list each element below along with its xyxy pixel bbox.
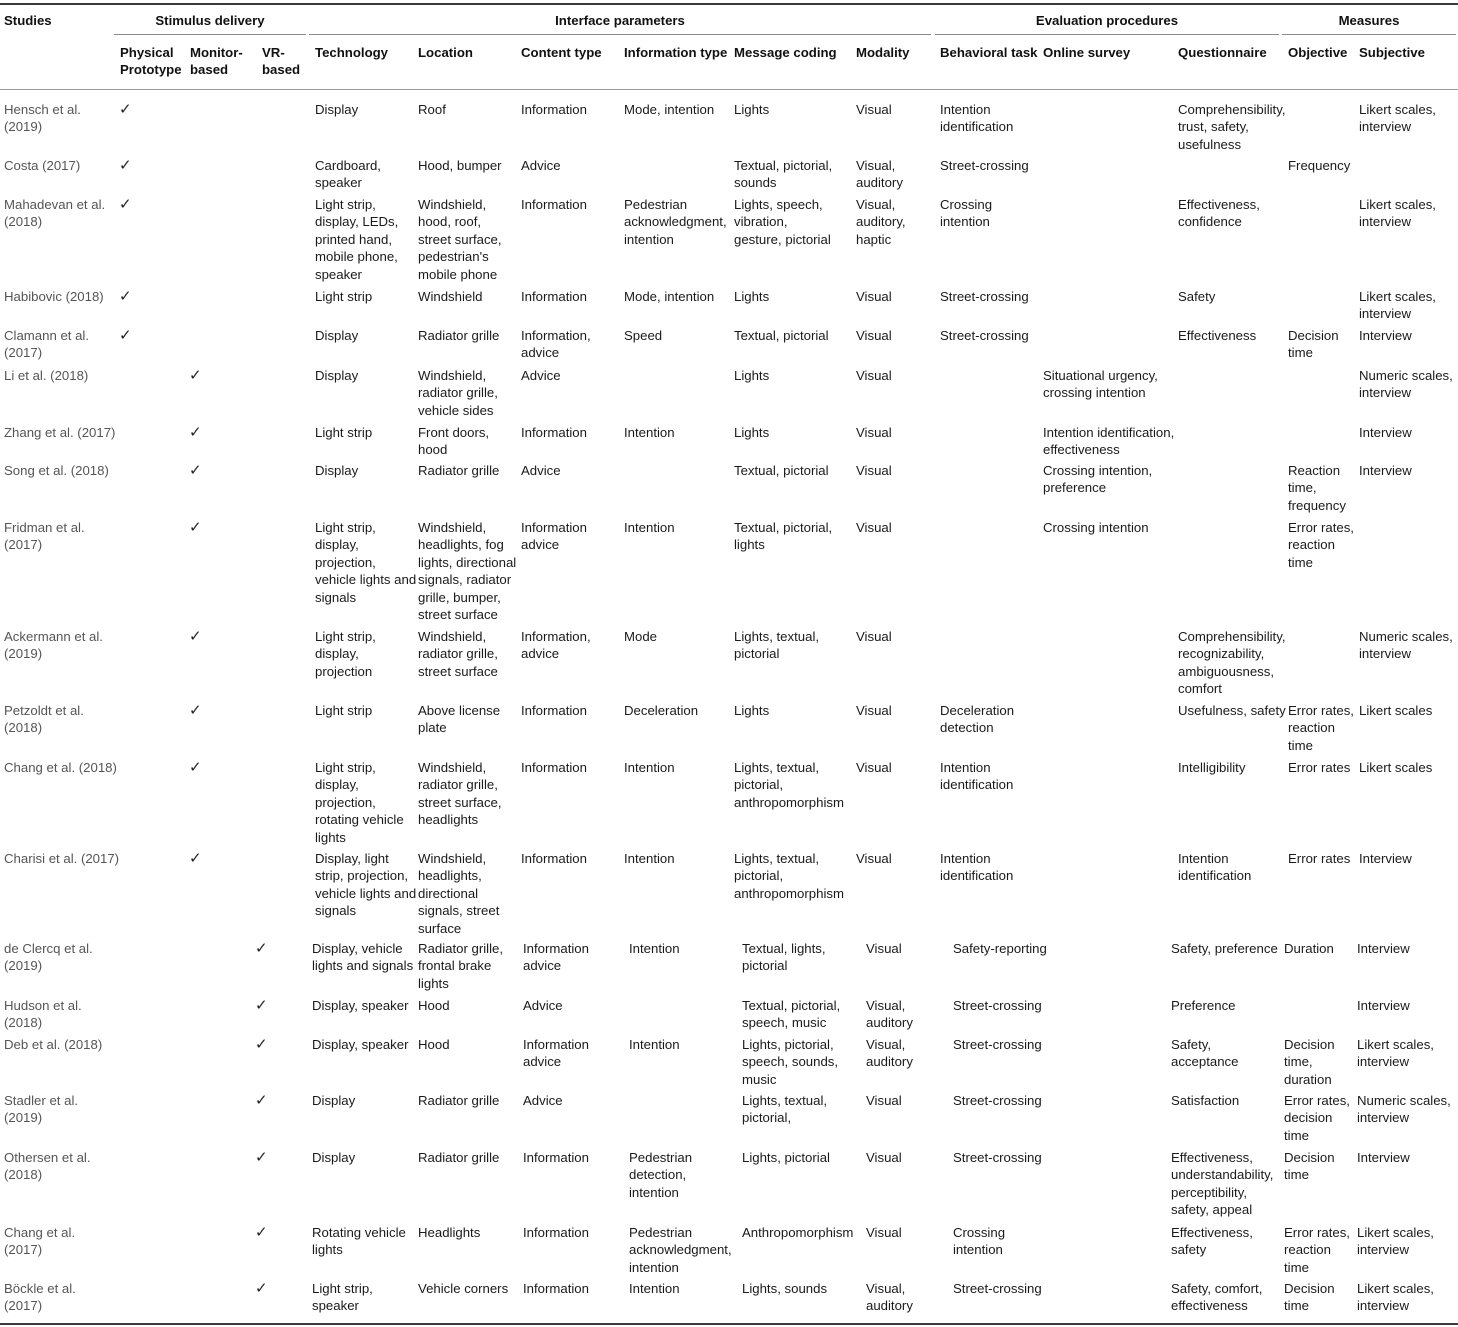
- cell-info-type: Intention: [624, 760, 675, 775]
- cell-technology: Light strip, display, projection: [315, 629, 376, 679]
- cell-subjective: Numeric scales, interview: [1359, 629, 1453, 662]
- cell-technology: Display: [312, 1093, 356, 1108]
- cell-technology: Cardboard, speaker: [315, 158, 381, 191]
- cell-content: Information: [521, 703, 587, 718]
- cell-behavioral: Street-crossing: [953, 1150, 1042, 1165]
- evaluation-group-line: [935, 34, 1279, 35]
- cell-location: Radiator grille: [418, 1093, 500, 1108]
- cell-behavioral: Intention identification: [940, 102, 1014, 135]
- cell-questionnaire: Preference: [1171, 998, 1236, 1013]
- study-name: Habibovic (2018): [4, 289, 104, 304]
- cell-questionnaire: Effectiveness, understandability, perceptibility, safety, appeal: [1171, 1150, 1274, 1218]
- check-mark: ✓: [189, 424, 202, 441]
- cell-content: Information: [521, 289, 587, 304]
- cell-subjective: Interview: [1357, 941, 1410, 956]
- check-mark: ✓: [189, 519, 202, 536]
- cell-subjective: Interview: [1359, 463, 1412, 478]
- cell-info-type: Intention: [624, 520, 675, 535]
- cell-location: Windshield: [418, 289, 483, 304]
- cell-objective: Error rates, reaction time: [1288, 703, 1354, 753]
- cell-technology: Light strip, display, LEDs, printed hand, mobile phone, speaker: [315, 197, 399, 282]
- check-mark: ✓: [255, 940, 268, 957]
- cell-technology: Display, speaker: [312, 1037, 409, 1052]
- measures-group-line: [1282, 34, 1456, 35]
- cell-survey: Crossing intention: [1043, 520, 1149, 535]
- cell-objective: Error rates: [1288, 760, 1351, 775]
- check-mark: ✓: [255, 1036, 268, 1053]
- cell-info-type: Intention: [629, 941, 680, 956]
- cell-objective: Decision time: [1284, 1281, 1335, 1314]
- cell-content: Information: [523, 1225, 589, 1240]
- cell-coding: Lights, textual, pictorial: [734, 629, 820, 662]
- cell-modality: Visual: [866, 941, 902, 956]
- column-header: Monitor- based: [190, 45, 243, 78]
- study-name: Mahadevan et al. (2018): [4, 197, 106, 230]
- cell-content: Information advice: [523, 1037, 589, 1070]
- cell-subjective: Interview: [1357, 998, 1410, 1013]
- cell-questionnaire: Safety: [1178, 289, 1216, 304]
- measures-group-header: Measures: [1338, 13, 1400, 28]
- cell-info-type: Mode: [624, 629, 657, 644]
- cell-content: Advice: [521, 158, 561, 173]
- cell-info-type: Speed: [624, 328, 663, 343]
- cell-info-type: Intention: [629, 1037, 680, 1052]
- cell-modality: Visual: [856, 102, 892, 117]
- cell-subjective: Likert scales, interview: [1359, 102, 1436, 135]
- column-header: Questionnaire: [1178, 45, 1267, 60]
- cell-objective: Decision time, duration: [1284, 1037, 1335, 1087]
- cell-location: Radiator grille: [418, 328, 500, 343]
- cell-location: Radiator grille: [418, 463, 500, 478]
- studies-header: Studies: [4, 13, 52, 28]
- cell-technology: Display, light strip, projection, vehicle lights and signals: [315, 851, 417, 919]
- cell-coding: Lights, textual, pictorial,: [742, 1093, 828, 1126]
- cell-questionnaire: Effectiveness, confidence: [1178, 197, 1260, 230]
- interface-group-line: [309, 34, 931, 35]
- cell-info-type: Intention: [624, 425, 675, 440]
- study-name: Deb et al. (2018): [4, 1037, 103, 1052]
- cell-objective: Error rates, reaction time: [1288, 520, 1354, 570]
- cell-coding: Lights: [734, 102, 770, 117]
- cell-subjective: Likert scales, interview: [1357, 1037, 1434, 1070]
- cell-behavioral: Crossing intention: [953, 1225, 1006, 1258]
- cell-coding: Lights, textual, pictorial, anthropomorphism: [734, 851, 844, 901]
- cell-subjective: Likert scales: [1359, 703, 1433, 718]
- cell-behavioral: Intention identification: [940, 760, 1014, 793]
- cell-behavioral: Street-crossing: [953, 1037, 1042, 1052]
- cell-behavioral: Street-crossing: [940, 328, 1029, 343]
- cell-questionnaire: Safety, comfort, effectiveness: [1171, 1281, 1263, 1314]
- cell-coding: Lights, sounds: [742, 1281, 828, 1296]
- cell-technology: Display: [315, 328, 359, 343]
- cell-location: Windshield, hood, roof, street surface, pedestrian's mobile phone: [418, 197, 502, 282]
- cell-content: Information: [523, 1150, 589, 1165]
- cell-location: Headlights: [418, 1225, 481, 1240]
- check-mark: ✓: [189, 462, 202, 479]
- cell-modality: Visual: [856, 368, 892, 383]
- interface-group-header: Interface parameters: [555, 13, 685, 28]
- cell-modality: Visual, auditory: [856, 158, 903, 191]
- cell-content: Information: [523, 1281, 589, 1296]
- cell-content: Advice: [523, 1093, 563, 1108]
- check-mark: ✓: [189, 850, 202, 867]
- cell-survey: Crossing intention, preference: [1043, 463, 1153, 496]
- stimulus-group-header: Stimulus delivery: [155, 13, 265, 28]
- check-mark: ✓: [189, 702, 202, 719]
- cell-modality: Visual: [856, 520, 892, 535]
- cell-modality: Visual: [856, 463, 892, 478]
- bottom-rule: [0, 1323, 1458, 1325]
- study-name: Clamann et al. (2017): [4, 328, 90, 361]
- cell-behavioral: Street-crossing: [953, 1093, 1042, 1108]
- cell-behavioral: Crossing intention: [940, 197, 993, 230]
- cell-questionnaire: Satisfaction: [1171, 1093, 1240, 1108]
- column-header: Physical Prototype: [120, 45, 182, 78]
- check-mark: ✓: [189, 367, 202, 384]
- cell-behavioral: Street-crossing: [940, 289, 1029, 304]
- cell-coding: Textual, pictorial, lights: [734, 520, 833, 553]
- study-name: Ackermann et al. (2019): [4, 629, 103, 662]
- cell-coding: Anthropomorphism: [742, 1225, 854, 1240]
- study-name: Chang et al. (2018): [4, 760, 117, 775]
- cell-location: Windshield, radiator grille, street surface: [418, 629, 498, 679]
- check-mark: ✓: [119, 196, 132, 213]
- cell-coding: Textual, pictorial, speech, music: [742, 998, 841, 1031]
- cell-location: Hood: [418, 998, 450, 1013]
- cell-survey: Situational urgency, crossing intention: [1043, 368, 1158, 401]
- cell-technology: Light strip, display, projection, rotating vehicle lights: [315, 760, 404, 845]
- column-header: Information type: [624, 45, 728, 60]
- cell-content: Information: [521, 197, 587, 212]
- cell-questionnaire: Effectiveness: [1178, 328, 1257, 343]
- cell-coding: Textual, pictorial, sounds: [734, 158, 833, 191]
- cell-subjective: Likert scales: [1359, 760, 1433, 775]
- study-name: Petzoldt et al. (2018): [4, 703, 84, 736]
- cell-content: Information: [521, 102, 587, 117]
- cell-modality: Visual: [866, 1093, 902, 1108]
- cell-behavioral: Street-crossing: [940, 158, 1029, 173]
- cell-content: Information: [521, 760, 587, 775]
- cell-location: Roof: [418, 102, 446, 117]
- cell-modality: Visual: [856, 289, 892, 304]
- column-header: Behavioral task: [940, 45, 1038, 60]
- cell-technology: Light strip: [315, 289, 373, 304]
- study-name: Zhang et al. (2017): [4, 425, 116, 440]
- cell-content: Advice: [523, 998, 563, 1013]
- cell-modality: Visual: [856, 760, 892, 775]
- cell-location: Radiator grille, frontal brake lights: [418, 941, 504, 991]
- cell-objective: Decision time: [1284, 1150, 1335, 1183]
- cell-location: Radiator grille: [418, 1150, 500, 1165]
- cell-info-type: Intention: [624, 851, 675, 866]
- cell-objective: Duration: [1284, 941, 1334, 956]
- check-mark: ✓: [189, 759, 202, 776]
- cell-technology: Display: [315, 368, 359, 383]
- check-mark: ✓: [119, 157, 132, 174]
- cell-location: Hood: [418, 1037, 450, 1052]
- cell-coding: Lights: [734, 368, 770, 383]
- cell-subjective: Likert scales, interview: [1359, 289, 1436, 322]
- cell-subjective: Likert scales, interview: [1357, 1281, 1434, 1314]
- cell-coding: Lights: [734, 289, 770, 304]
- cell-content: Information: [521, 851, 587, 866]
- study-name: de Clercq et al. (2019): [4, 941, 93, 974]
- cell-location: Vehicle corners: [418, 1281, 509, 1296]
- check-mark: ✓: [255, 1224, 268, 1241]
- cell-questionnaire: Safety, acceptance: [1171, 1037, 1239, 1070]
- cell-location: Windshield, headlights, fog lights, directional signals, radiator grille, bumper, street surface: [418, 520, 517, 623]
- cell-modality: Visual, auditory: [866, 998, 913, 1031]
- check-mark: ✓: [119, 101, 132, 118]
- cell-questionnaire: Intention identification: [1178, 851, 1252, 884]
- column-header: VR- based: [262, 45, 301, 78]
- check-mark: ✓: [119, 288, 132, 305]
- cell-modality: Visual: [856, 425, 892, 440]
- study-name: Böckle et al. (2017): [4, 1281, 76, 1314]
- cell-questionnaire: Intelligibility: [1178, 760, 1246, 775]
- cell-location: Hood, bumper: [418, 158, 502, 173]
- cell-technology: Display: [315, 463, 359, 478]
- check-mark: ✓: [255, 997, 268, 1014]
- study-name: Charisi et al. (2017): [4, 851, 120, 866]
- cell-questionnaire: Effectiveness, safety: [1171, 1225, 1253, 1258]
- evaluation-group-header: Evaluation procedures: [1035, 13, 1179, 28]
- cell-questionnaire: Usefulness, safety: [1178, 703, 1286, 718]
- top-rule: [0, 3, 1458, 5]
- study-name: Song et al. (2018): [4, 463, 109, 478]
- cell-subjective: Interview: [1359, 328, 1412, 343]
- cell-info-type: Intention: [629, 1281, 680, 1296]
- cell-technology: Display: [315, 102, 359, 117]
- cell-modality: Visual, auditory, haptic: [856, 197, 906, 247]
- cell-technology: Light strip, display, projection, vehicle lights and signals: [315, 520, 417, 605]
- cell-coding: Lights: [734, 425, 770, 440]
- cell-modality: Visual: [856, 851, 892, 866]
- cell-info-type: Mode, intention: [624, 289, 715, 304]
- column-header: Modality: [856, 45, 910, 60]
- cell-content: Information: [521, 425, 587, 440]
- cell-objective: Frequency: [1288, 158, 1351, 173]
- cell-technology: Display, speaker: [312, 998, 409, 1013]
- study-name: Fridman et al. (2017): [4, 520, 85, 553]
- cell-technology: Display: [312, 1150, 356, 1165]
- cell-questionnaire: Comprehensibility, recognizability, ambiguousness, comfort: [1178, 629, 1286, 697]
- cell-coding: Textual, lights, pictorial: [742, 941, 826, 974]
- column-header: Technology: [315, 45, 389, 60]
- check-mark: ✓: [255, 1149, 268, 1166]
- cell-objective: Reaction time, frequency: [1288, 463, 1346, 513]
- cell-behavioral: Safety-reporting: [953, 941, 1047, 956]
- check-mark: ✓: [255, 1280, 268, 1297]
- study-name: Hensch et al. (2019): [4, 102, 81, 135]
- cell-content: Information, advice: [521, 328, 591, 361]
- cell-technology: Display, vehicle lights and signals: [312, 941, 414, 974]
- cell-modality: Visual: [856, 629, 892, 644]
- cell-content: Information, advice: [521, 629, 591, 662]
- study-name: Othersen et al. (2018): [4, 1150, 91, 1183]
- cell-questionnaire: Comprehensibility, trust, safety, usefulness: [1178, 102, 1286, 152]
- study-name: Stadler et al. (2019): [4, 1093, 79, 1126]
- cell-content: Advice: [521, 368, 561, 383]
- column-header: Message coding: [734, 45, 837, 60]
- cell-coding: Lights, speech, vibration, gesture, pictorial: [734, 197, 831, 247]
- cell-location: Windshield, radiator grille, street surface, headlights: [418, 760, 502, 828]
- cell-objective: Error rates, reaction time: [1284, 1225, 1350, 1275]
- cell-behavioral: Intention identification: [940, 851, 1014, 884]
- cell-location: Front doors, hood: [418, 425, 490, 458]
- cell-subjective: Likert scales, interview: [1359, 197, 1436, 230]
- cell-info-type: Mode, intention: [624, 102, 715, 117]
- cell-technology: Light strip: [315, 703, 373, 718]
- check-mark: ✓: [255, 1092, 268, 1109]
- cell-subjective: Interview: [1359, 425, 1412, 440]
- cell-modality: Visual: [866, 1150, 902, 1165]
- cell-objective: Decision time: [1288, 328, 1339, 361]
- cell-content: Information advice: [523, 941, 589, 974]
- cell-questionnaire: Safety, preference: [1171, 941, 1278, 956]
- cell-subjective: Numeric scales, interview: [1357, 1093, 1451, 1126]
- cell-subjective: Interview: [1357, 1150, 1410, 1165]
- header-rule: [0, 89, 1458, 90]
- cell-coding: Lights, pictorial: [742, 1150, 830, 1165]
- cell-technology: Light strip, speaker: [312, 1281, 373, 1314]
- cell-content: Advice: [521, 463, 561, 478]
- check-mark: ✓: [189, 628, 202, 645]
- study-name: Costa (2017): [4, 158, 81, 173]
- cell-modality: Visual, auditory: [866, 1281, 913, 1314]
- cell-technology: Light strip: [315, 425, 373, 440]
- study-name: Chang et al. (2017): [4, 1225, 76, 1258]
- cell-modality: Visual: [856, 703, 892, 718]
- cell-coding: Textual, pictorial: [734, 328, 829, 343]
- cell-coding: Lights, pictorial, speech, sounds, music: [742, 1037, 839, 1087]
- cell-modality: Visual: [856, 328, 892, 343]
- cell-coding: Textual, pictorial: [734, 463, 829, 478]
- column-header: Location: [418, 45, 473, 60]
- column-header: Content type: [521, 45, 602, 60]
- study-name: Hudson et al. (2018): [4, 998, 82, 1031]
- cell-coding: Lights, textual, pictorial, anthropomorphism: [734, 760, 844, 810]
- cell-behavioral: Street-crossing: [953, 1281, 1042, 1296]
- cell-subjective: Numeric scales, interview: [1359, 368, 1453, 401]
- cell-subjective: Interview: [1359, 851, 1412, 866]
- cell-survey: Intention identification, effectiveness: [1043, 425, 1175, 458]
- cell-modality: Visual: [866, 1225, 902, 1240]
- cell-behavioral: Street-crossing: [953, 998, 1042, 1013]
- cell-modality: Visual, auditory: [866, 1037, 913, 1070]
- cell-technology: Rotating vehicle lights: [312, 1225, 406, 1258]
- cell-info-type: Pedestrian acknowledgment, intention: [624, 197, 727, 247]
- check-mark: ✓: [119, 327, 132, 344]
- column-header: Online survey: [1043, 45, 1131, 60]
- cell-objective: Error rates: [1288, 851, 1351, 866]
- cell-coding: Lights: [734, 703, 770, 718]
- cell-info-type: Pedestrian acknowledgment, intention: [629, 1225, 732, 1275]
- study-name: Li et al. (2018): [4, 368, 89, 383]
- stimulus-group-line: [114, 34, 306, 35]
- cell-info-type: Pedestrian detection, intention: [629, 1150, 693, 1200]
- column-header: Subjective: [1359, 45, 1425, 60]
- cell-behavioral: Deceleration detection: [940, 703, 1015, 736]
- cell-subjective: Likert scales, interview: [1357, 1225, 1434, 1258]
- cell-location: Windshield, headlights, directional signals, street surface: [418, 851, 500, 936]
- cell-content: Information advice: [521, 520, 587, 553]
- column-header: Objective: [1288, 45, 1348, 60]
- cell-location: Windshield, radiator grille, vehicle sides: [418, 368, 498, 418]
- cell-info-type: Deceleration: [624, 703, 699, 718]
- cell-objective: Error rates, decision time: [1284, 1093, 1350, 1143]
- cell-location: Above license plate: [418, 703, 501, 736]
